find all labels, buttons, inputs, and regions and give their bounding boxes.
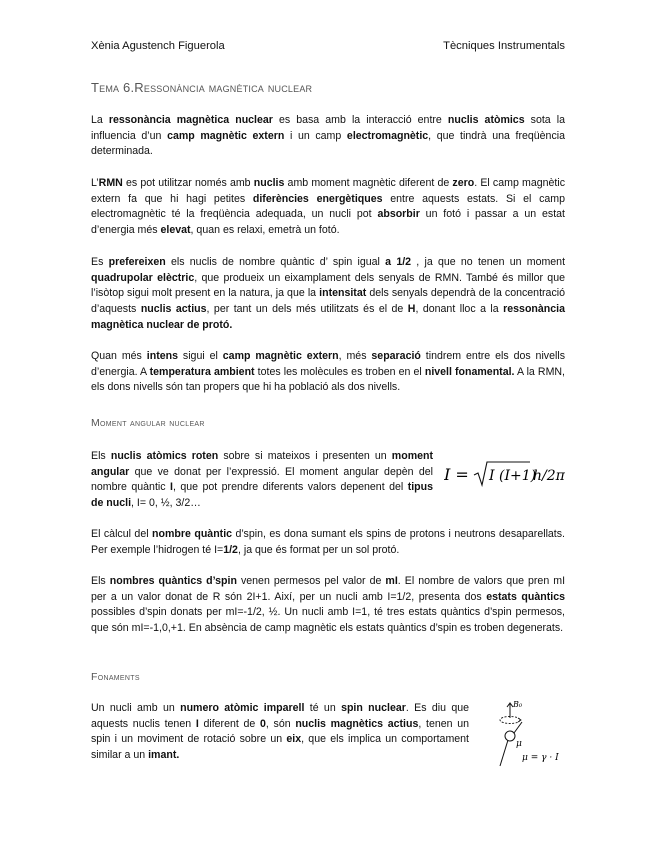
bold-term: nuclis atòmics roten <box>110 450 219 462</box>
formula-lhs: I = <box>444 465 469 484</box>
paragraph-field-intensity: Quan més intens sigui el camp magnètic extern, més separació tindrem entre els dos nivells d’energia. A temperatura ambient totes les molècules es troben en el nivell fonamental. A la RMN, els dons nivells són tan propers que hi ha població als dos nivells. <box>91 350 566 394</box>
bold-term: estats quàntics <box>486 590 565 603</box>
bold-term: imant. <box>148 749 180 762</box>
bold-term: prefereixen <box>108 256 166 268</box>
bold-term: tipus de nucli <box>91 481 433 510</box>
bold-term: ressonància magnètica nuclear de protó. <box>91 303 565 331</box>
angular-moment-formula <box>444 458 570 492</box>
bold-term: quadrupolar elèctric <box>91 271 195 284</box>
paragraph-rmn: L’RMN es pot utilitzar només amb nuclis amb moment magnètic diferent de zero. El camp magnètic extern fa que hi hagi petites diferències energètiques entre aquests estats. Si el camp electromagnètic té la freqüència adequada, un nucli pot absorbir un fotó i passar a un estat d’energia més elevat, quan es relaxi, emetrà un fotó. <box>91 177 565 237</box>
paragraph-spin-number: El càlcul del nombre quàntic d’spin, es dona sumant els spins de protons i neutrons desaparellats. Per exemple l’hidrogen té I=1/2, ja que és format per un sol protó. <box>91 528 565 556</box>
bold-term: separació <box>371 350 421 362</box>
section-title-fonaments: Fonaments <box>91 671 140 683</box>
bold-term: zero <box>452 177 475 189</box>
spinning-nucleus-figure <box>478 698 570 774</box>
bold-term: nuclis magnètics actius <box>295 717 419 730</box>
rotation-axis <box>500 740 508 766</box>
bold-term: moment angular <box>91 450 433 478</box>
bold-term: RMN <box>98 177 123 189</box>
paragraph-spin-states: Els nombres quàntics d’spin venen permesos pel valor de mI. El nombre de valors que pren mI per a un valor donat de R són 2I+1. Així, per un nucli amb I=1/2, presenta dos estats quàntics possibles d’spin donats per mI=-1/2, ½. Un nucli amb I=1, té tres estats quàntics d’spin permesos, que són mI=-1,0,+1. En absència de camp magnètic els estats quàntics d’spin es troben degenerats. <box>91 575 566 635</box>
bold-term: camp magnètic extern <box>167 129 285 142</box>
bold-term: diferències energètiques <box>252 192 383 205</box>
bold-term: eix <box>286 733 302 746</box>
paragraph-angular-moment: Els nuclis atòmics roten sobre si mateixos i presenten un moment angular que ve donat per l’expressió. El moment angular depèn del nombre quàntic I, que pot prendre diferents valors depenent del tipus de nucli, I= 0, ½, 3/2… <box>91 450 433 510</box>
bold-term: I <box>195 717 199 730</box>
bold-term: intensitat <box>319 287 367 300</box>
nucleus-circle <box>505 731 515 741</box>
bold-term: I <box>170 481 173 494</box>
section-title-moment: Moment angular nuclear <box>91 417 205 429</box>
bold-term: elevat <box>160 224 191 237</box>
bold-term: absorbir <box>377 208 420 221</box>
bold-term: 1/2 <box>223 543 238 556</box>
bold-term: nuclis atòmics <box>447 114 525 126</box>
chapter-title: Tema 6.Ressonància magnètica nuclear <box>91 80 313 95</box>
bold-term: electromagnètic <box>346 129 429 142</box>
bold-term: numero atòmic imparell <box>180 702 305 714</box>
bold-term: intens <box>146 350 178 362</box>
mu-label: μ <box>516 739 522 749</box>
field-label: B₀ <box>513 700 523 709</box>
bold-term: nuclis <box>253 177 285 189</box>
bold-term: mI <box>385 575 398 587</box>
header-course: Tècniques Instrumentals <box>443 40 565 52</box>
paragraph-fonaments: Un nucli amb un numero atòmic imparell té un spin nuclear. Es diu que aquests nuclis tenen I diferent de 0, són nuclis magnètics actius, tenen un spin i un moviment de rotació sobre un eix, que els implica un comportament similar a un imant. <box>91 702 470 762</box>
bold-term: H <box>407 303 416 316</box>
bold-term: camp magnètic extern <box>222 350 339 362</box>
bold-term: spin nuclear <box>341 702 406 714</box>
header-author: Xènia Agustench Figuerola <box>91 40 225 52</box>
spin-axis <box>514 722 522 733</box>
bold-term: nuclis actius <box>140 303 207 316</box>
paragraph-intro: La ressonància magnètica nuclear es basa amb la interacció entre nuclis atòmics sota la influencia d’un camp magnètic extern i un camp electromagnètic, que tindrà una freqüència determinada. <box>91 114 565 158</box>
paragraph-spin-half: Es prefereixen els nuclis de nombre quàntic d’ spin igual a 1/2 , ja que no tenen un moment quadrupolar elèctric, que produeix un eixamplament dels senyals de RMN. També és millor que l’isòtop sigui molt present en la natura, ja que la intensitat dels senyals dependrà de la concentració d’aquests nuclis actius, per tant un dels més utilitzats és el de H, donant lloc a la ressonància magnètica nuclear de protó. <box>91 256 566 331</box>
formula-radicand: I (I+1) <box>489 468 537 484</box>
bold-term: nivell fonamental. <box>424 365 515 378</box>
bold-term: nombre quàntic <box>152 528 233 540</box>
formula-rest: h/2π <box>533 468 565 484</box>
bold-term: 0 <box>259 717 266 730</box>
bold-term: temperatura ambient <box>149 365 255 378</box>
mu-equation: μ = γ · I <box>522 753 559 763</box>
bold-term: nombres quàntics d’spin <box>109 575 237 587</box>
bold-term: ressonància magnètica nuclear <box>108 114 273 126</box>
bold-term: a 1/2 <box>385 256 412 268</box>
